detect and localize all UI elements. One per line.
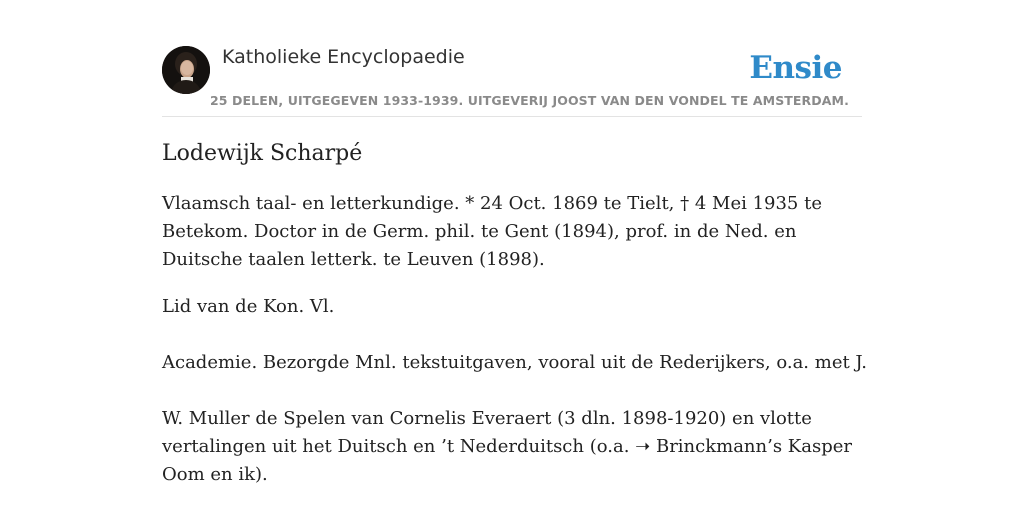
article-paragraph-3: Academie. Bezorgde Mnl. tekstuitgaven, vooral uit de Rederijkers, o.a. met J.: [162, 352, 867, 373]
portrait-icon: [162, 46, 210, 94]
article: [162, 138, 872, 508]
cross-reference-link[interactable]: ➝ Brinckmann’s Kasper Oom: [162, 436, 852, 485]
article-paragraph-4: [162, 405, 872, 489]
site-subtitle: 25 DELEN, UITGEGEVEN 1933-1939. UITGEVERIJ JOOST VAN DEN VONDEL TE AMSTERDAM.: [210, 93, 849, 108]
article-title: Lodewijk Scharpé: [162, 141, 363, 166]
site-header: [162, 46, 862, 117]
avatar[interactable]: [162, 46, 210, 94]
article-paragraph-2: Lid van de Kon. Vl.: [162, 296, 335, 317]
article-paragraph-1: Vlaamsch taal- en letterkundige. * 24 Oct. 1869 te Tielt, † 4 Mei 1935 te Betekom. Doctor in de Germ. phil. te Gent (1894), prof. in de Ned. en Duitsche taalen letterk. te Leuven (1898).: [162, 193, 822, 270]
paragraph-4-text-start: W. Muller de Spelen van Cornelis Everaert (3 dln. 1898-1920) en vlotte vertalingen uit het Duitsch en ’t Nederduitsch (o.a.: [162, 408, 812, 457]
brand-logo[interactable]: Ensie: [749, 50, 842, 86]
paragraph-4-text-end: en ik).: [204, 464, 268, 485]
site-title[interactable]: Katholieke Encyclopaedie: [222, 46, 465, 68]
